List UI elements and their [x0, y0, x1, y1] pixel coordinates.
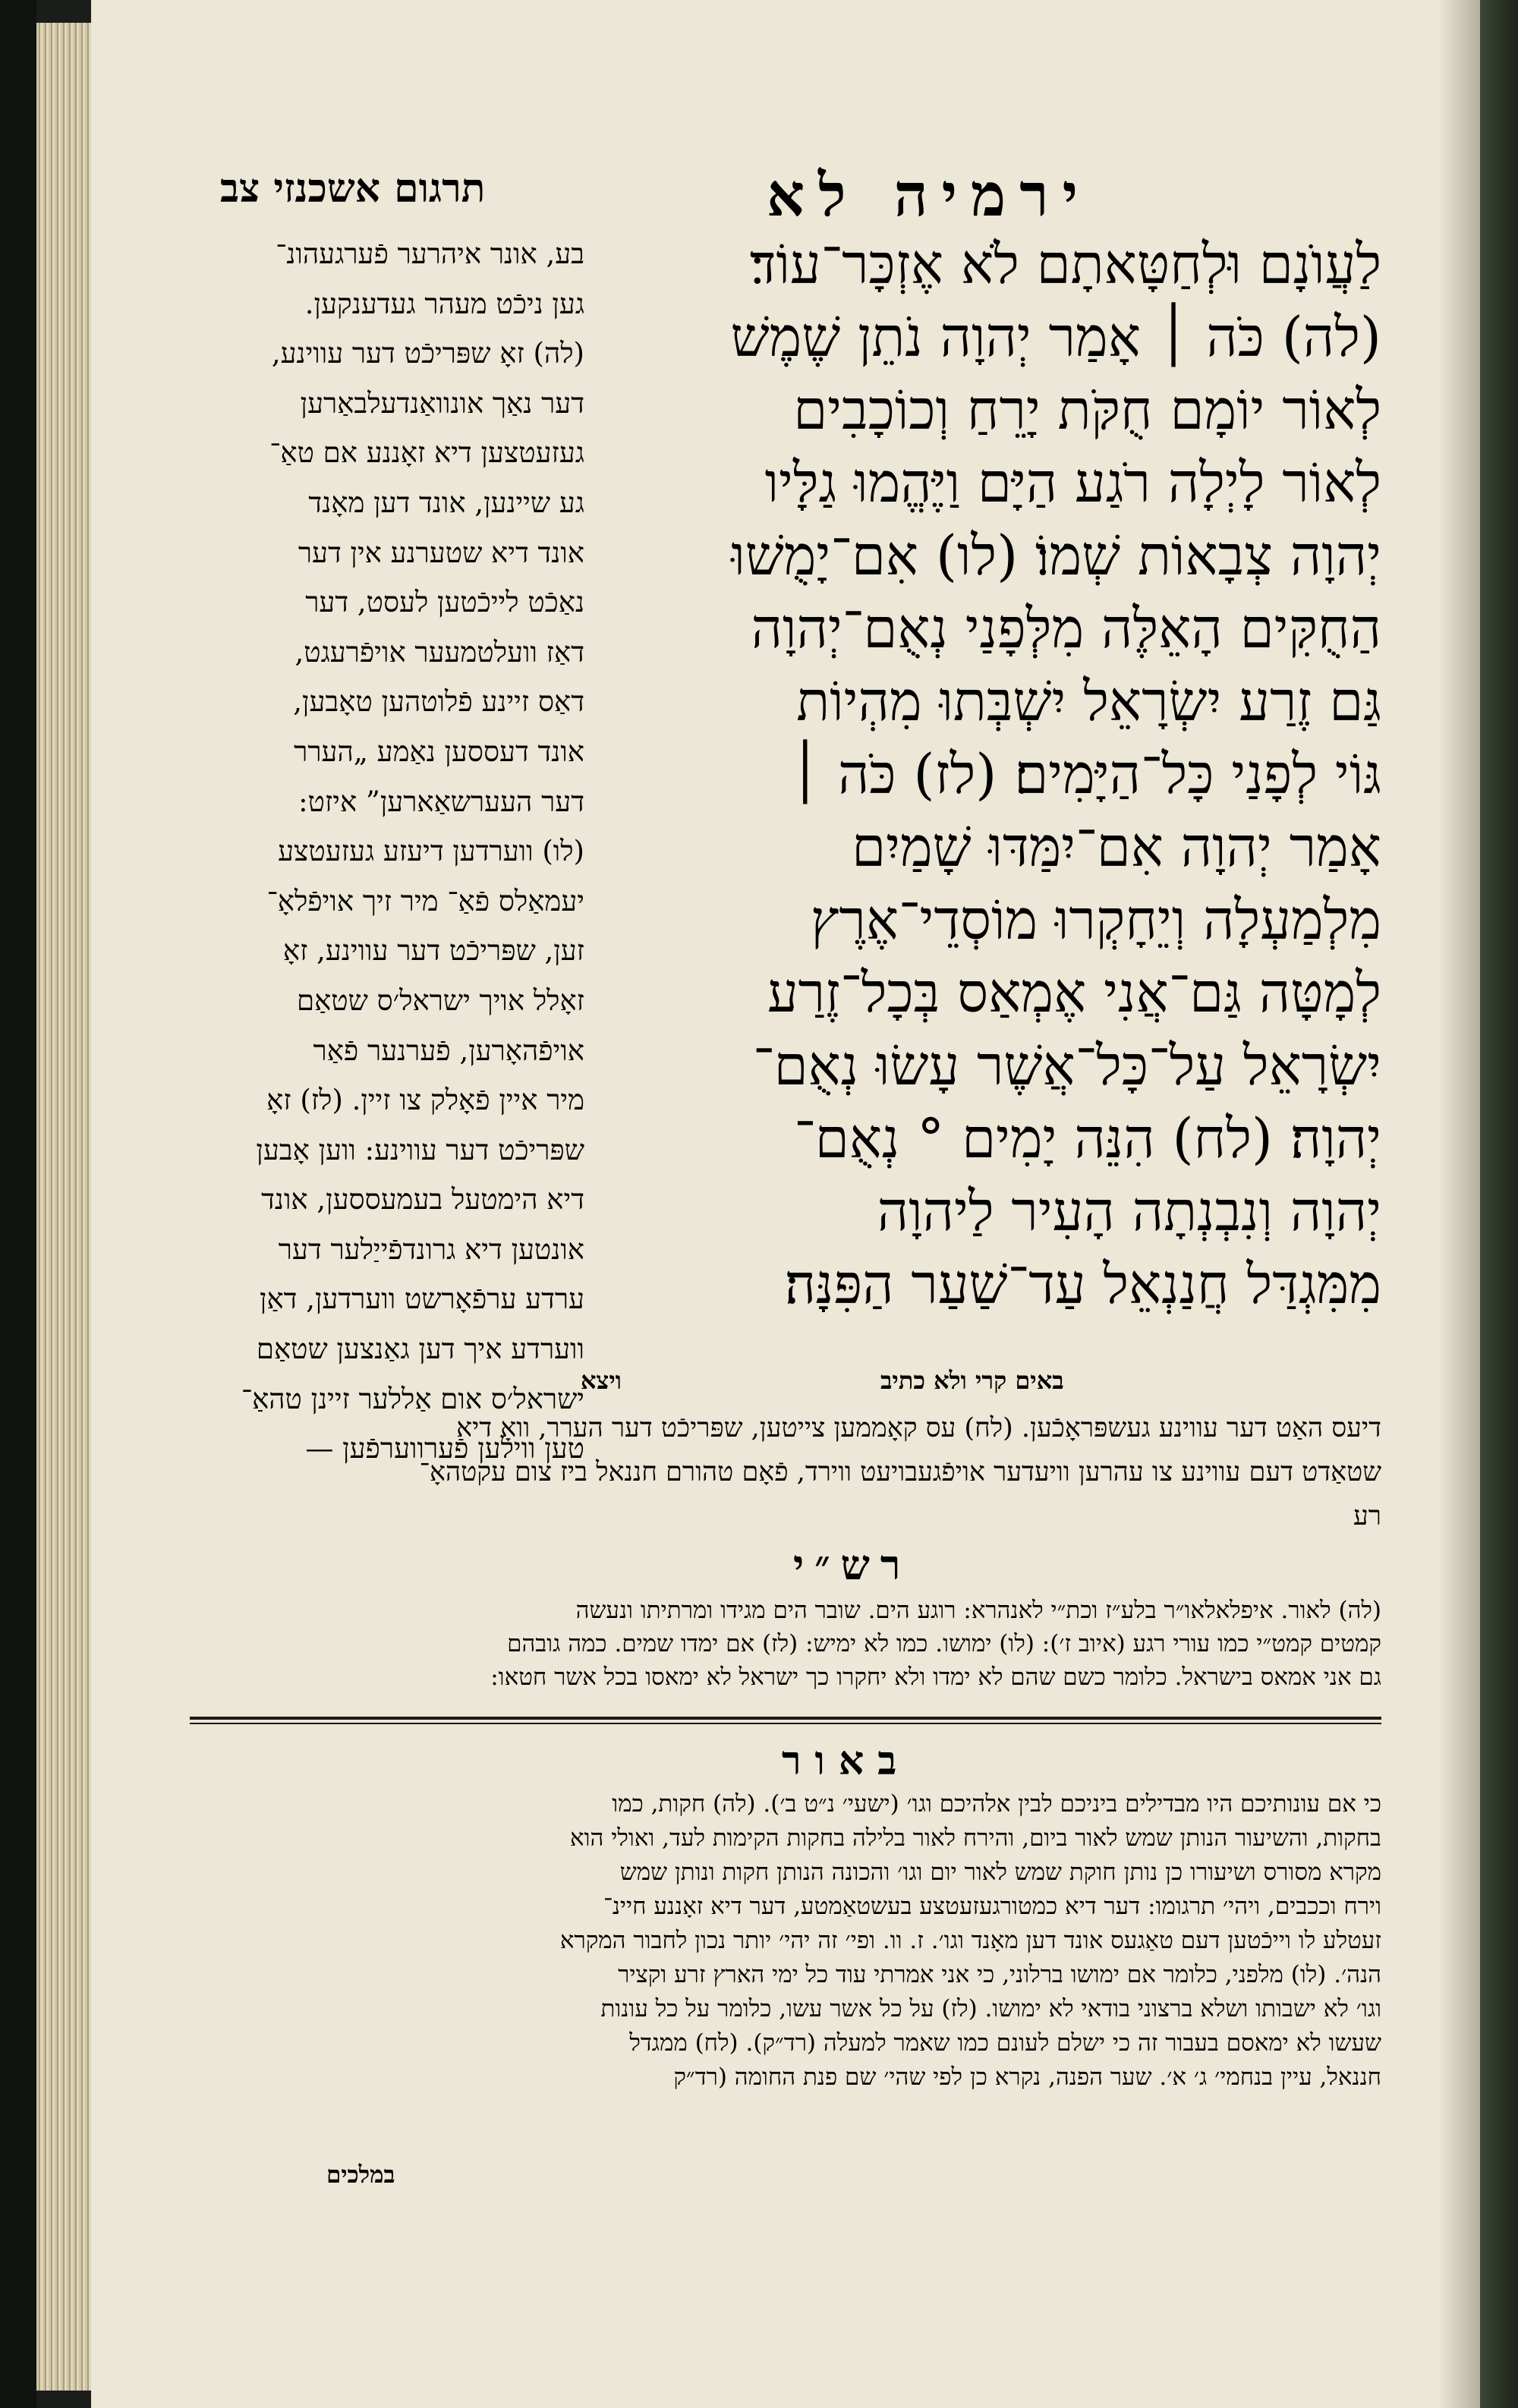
targum-line: ערדע ערפֿאָרשט ווערדען, דאַן [260, 1283, 584, 1316]
targum-line: שפּריכֿט דער עווינע: ווען אָבען [256, 1133, 584, 1166]
verse-line: מִמִּגְדַּל חֲנַנְאֵל עַד־שַׁעַר הַפִּנָּה׃ [784, 1252, 1381, 1316]
targum-line: געזעטצען דיא זאָננע אם טאַ־ [269, 436, 584, 470]
binding-cloth [0, 0, 36, 2408]
verse-line: לַעֲוֺנָם וּלְחַטָּאתָם לֹא אֶזְכָּר־עוֹד׃ [749, 232, 1381, 296]
targum-line: דאַס זיינע פֿלוטהען טאָבען, [293, 685, 584, 719]
targum-line: נאַכֿט לייכֿטען לעסט, דער [305, 586, 584, 619]
targum-line: דיא הימטעל בעמעססען, אונד [261, 1183, 584, 1217]
targum-line: אונד דעססען נאַמע „הערר [294, 735, 584, 768]
verse-line: הַחֻקִּים הָאֵלֶּה מִלְּפָנַי נְאֻם־יְהוָה [751, 596, 1381, 660]
biur-line: כי אם עונותיכם היו מבדילים ביניכם לבין אלהיכם וגו׳ (ישעי׳ נ״ט ב׳). (לה) חקות, כמו [612, 1790, 1381, 1818]
running-header-targum: תרגום אשכנזי צב [220, 165, 486, 212]
rashi-heading: רש״י [793, 1541, 912, 1589]
targum-line: ווערדע איך דען גאַנצען שטאַם [256, 1333, 584, 1366]
verse-line: לְאוֹר יוֹמָם חֻקֹּת יָרֵחַ וְכוֹכָבִים [793, 378, 1381, 442]
targum-line: ישראל׳ס אום אַללער זיינן טהאַ־ [241, 1382, 584, 1415]
targum-continuation [194, 1406, 1381, 1538]
verse-line: מִלְמַעְלָה וְיֵחָקְרוּ מוֹסְדֵי־אֶרֶץ [810, 888, 1381, 952]
masorah-note-right: באים קרי ולא כתיב [880, 1366, 1064, 1395]
targum-line: דער נאַך אונוואַנדעלבאַרען [300, 386, 584, 420]
targum-cont-line: שטאַדט דעם עווינע צו עהרען וויעדער אויפֿגעבויעט ווירד, פֿאָם טהורם חננאל ביז צום עקטהאָ־ [419, 1457, 1381, 1487]
verse-line: יְהוָה צְבָאוֹת שְׁמוֹ׃ (לו) אִם־יָמֻשׁוּ [731, 524, 1381, 587]
biur-line: חננאל, עיין בנחמי׳ ג׳ א׳. שער הפנה, נקרא כן לפי שהי׳ שם פנת החומה (רד״ק [673, 2063, 1381, 2091]
verse-line: גַּם זֶרַע יִשְׂרָאֵל יִשְׁבְּתוּ מִהְיוֹת [796, 669, 1381, 733]
targum-line: גען ניכֿט מעהר געדענקען. [304, 287, 584, 320]
targum-line: (לו) ווערדען דיעזע געזעטצע [278, 835, 584, 868]
targum-line: זאָלל אויך ישראל׳ס שטאַם [297, 984, 584, 1017]
targum-line: אונטען דיא גרונדפֿייַלער דער [278, 1232, 584, 1266]
targum-line: יעמאַלס פֿאַ־ מיר זיך אויפֿלאָ־ [266, 884, 584, 918]
verse-line: (לה) כֹּה ׀ אָמַר יְהוָה נֹתֵן שֶׁמֶשׁ [730, 305, 1381, 369]
targum-line: אונד דיא שטערנע אין דער [298, 536, 584, 569]
biur-line: זעטלע לו וייכֿטען דעם טאַגעס אונד דען מאָנד וגו׳. ז. וו. ופי׳ זה יהי׳ יותר נכון לחבור המקרא [559, 1927, 1381, 1954]
rashi-line: קמטים קמט״י כמו עורי רגע (איוב ז׳): (לו) ימושו. כמו לא ימיש: (לז) אם ימדו שמים. כמה גובהם [507, 1630, 1381, 1657]
catchword: במלכים [326, 2161, 395, 2189]
facing-page-edge [1480, 0, 1518, 2408]
targum-line: בע, אונר איהרער פֿערגעהונ־ [276, 238, 584, 270]
verse-line: גּוֹי לְפָנַי כָּל־הַיָּמִים׃ (לז) כֹּה ׀ [789, 742, 1381, 806]
targum-cont-line: רע [1353, 1501, 1381, 1531]
targum-line: גע שיינען, אונד דען מאָנד [308, 486, 584, 519]
running-header-book-chapter: ירמיה לא [767, 161, 1092, 230]
verse-line: אָמַר יְהוָה אִם־יִמַּדּוּ שָׁמַיִם [852, 815, 1381, 879]
targum-column [194, 229, 584, 1474]
targum-line: דער העערשאַארען” איזט: [298, 785, 584, 818]
targum-line: מיר איין פֿאָלק צו זיין. (לז) זאָ [266, 1084, 584, 1117]
rashi-line: (לה) לאור. איפלאלאו״ר בלע״ז וכת״י לאנהרא: רוגע הים. שובר הים מגידו ומרתיתו ונעשה [575, 1597, 1381, 1624]
biur-line: וירח וככבים, ויהי׳ תרגומו: דער דיא כמטורגעזעטצע בעשטאַמטע, דער דיא זאָננע חיינ־ [603, 1893, 1381, 1920]
biur-heading: באור [782, 1738, 911, 1784]
verse-line: לְאוֹר לָיְלָה רֹגַע הַיָּם וַיֶּהֱמוּ גַלָּיו [764, 451, 1381, 515]
targum-cont-line: דיעס האַט דער עווינע געשפּראָכֿען. (לח) עס קאָממען צייטען, שפּריכֿט דער הערר, וואָ דיא [456, 1413, 1381, 1443]
biur-line: וגו׳ לא ישבותו ושלא ברצוני בודאי לא ימושו. (לז) על כל אשר עשו, כלומר על כל עונות [600, 1995, 1381, 2022]
verse-line: יְהוָה׃ (לח) הִנֵּה יָמִים ° נְאֻם־ [794, 1106, 1381, 1170]
rashi-line: גם אני אמאס בישראל. כלומר כשם שהם לא ימדו ולא יחקרו כך ישראל לא ימאסו בכל אשר חטאו: [490, 1664, 1381, 1691]
verse-line: לְמָטָּה גַּם־אֲנִי אֶמְאַס בְּכָל־זֶרַע [767, 961, 1381, 1025]
section-divider-thick [190, 1717, 1381, 1720]
page-edges [36, 23, 97, 2391]
biur-line: שעשו לא ימאסם בעבור זה כי ישלם לעונם כמו שאמר למעלה (רד״ק). (לח) ממגדל [629, 2029, 1381, 2057]
biur-line: בחקות, והשיעור הנותן שמש לאור ביום, והירח לאור בלילה בחקות הקימות לעד, ואולי הוא [570, 1824, 1381, 1852]
section-divider-thin [190, 1723, 1381, 1724]
targum-line: טען ווילען פֿערווערפֿען — [305, 1432, 584, 1465]
masorah-note-left: ויצא [581, 1366, 622, 1395]
rashi-commentary [194, 1594, 1381, 1694]
page-gutter-shadow [1438, 0, 1480, 2408]
verse-line: יְהוָה וְנִבְנְתָה הָעִיר לַיהוָה [877, 1179, 1381, 1243]
biur-line: מקרא מסורס ושיעורו כן נותן חוקת שמש לאור יום וגו׳ והכונה הנותן חקות ונותן שמש [619, 1859, 1381, 1886]
targum-line: (לה) זאָ שפּריכֿט דער עווינע, [271, 337, 584, 370]
biur-line: הנה׳. (לו) מלפני, כלומר אם ימושו ברלוני, כי אני אמרתי עוד כל ימי הארץ זרע וקציר [618, 1961, 1381, 1988]
verse-line: יִשְׂרָאֵל עַל־כָּל־אֲשֶׁר עָשׂוּ נְאֻם־ [753, 1034, 1381, 1097]
biur-commentary [194, 1787, 1381, 2095]
targum-line: אויפֿהאָרען, פֿערנער פֿאַר [313, 1034, 584, 1067]
hebrew-verse-column [622, 228, 1381, 1320]
targum-line: זען, שפּריכֿט דער עווינע, זאָ [282, 934, 584, 968]
targum-line: דאַז וועלטמעער אויפֿרעגט, [294, 635, 584, 669]
